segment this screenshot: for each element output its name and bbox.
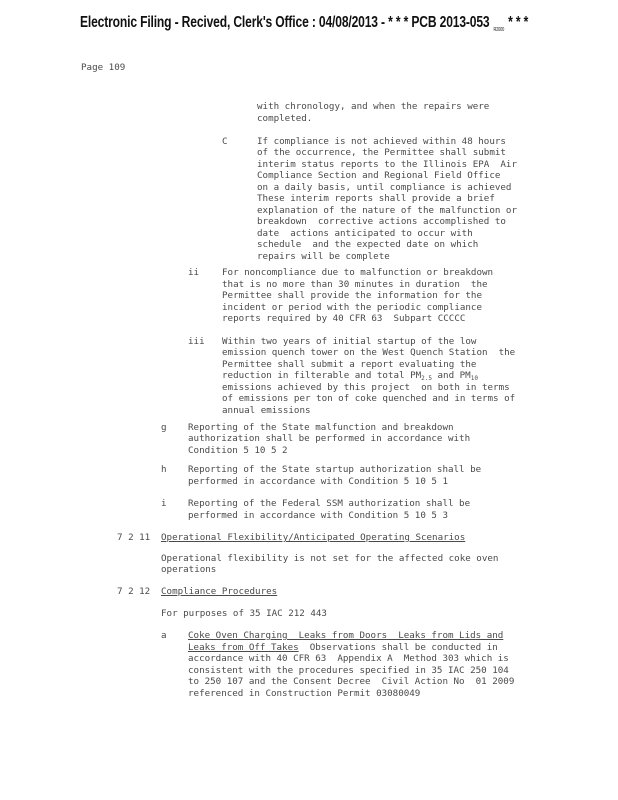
text-line: annual emissions [222, 405, 311, 416]
text-line: emissions achieved by this project on both in terms [222, 382, 510, 393]
text-line: reports required by 40 CFR 63 Subpart CCCCC [222, 313, 466, 324]
item-marker: C [222, 136, 228, 147]
text-line: performed in accordance with Condition 5 10 5 1 [188, 476, 448, 487]
text-line: Within two years of initial startup of the low [222, 336, 477, 347]
subscript: 2.5 [421, 375, 432, 382]
text-line [222, 370, 478, 382]
section-number: 7 2 12 [117, 586, 151, 597]
text-line: on a daily basis, until compliance is achieved [257, 182, 512, 193]
text-line: Operational flexibility is not set for the affected coke oven [161, 553, 499, 564]
text-line: Reporting of the State malfunction and breakdown [188, 422, 454, 433]
text-line: Coke Oven Charging Leaks from Doors Leaks from Lids and [188, 630, 504, 641]
item-marker: a [161, 630, 167, 641]
text-line [188, 642, 498, 654]
text-line: authorization shall be performed in accordance with [188, 433, 471, 444]
text-line: If compliance is not achieved within 48 hours [257, 136, 506, 147]
text-line: referenced in Construction Permit 03080049 [188, 688, 421, 699]
text-line: to 250 107 and the Consent Decree Civil Action No 01 2009 [188, 676, 515, 687]
item-marker: i [161, 498, 167, 509]
section-heading: Compliance Procedures [161, 586, 278, 597]
text-line: date actions anticipated to occur with [257, 228, 473, 239]
text-line: Condition 5 10 5 2 [188, 445, 288, 456]
text-line: that is no more than 30 minutes in duration the [222, 279, 488, 290]
text-line: of emissions per ton of coke quenched and in terms of [222, 393, 516, 404]
text-line: For noncompliance due to malfunction or breakdown [222, 267, 494, 278]
subscript: 10 [470, 375, 478, 382]
section-heading: Operational Flexibility/Anticipated Operating Scenarios [161, 532, 466, 543]
item-marker: ii [188, 267, 200, 278]
item-marker: h [161, 464, 167, 475]
filing-stamp [80, 14, 528, 33]
text-line: Permittee shall provide the information for the [222, 290, 482, 301]
item-marker: g [161, 422, 167, 433]
text-line: consistent with the procedures specified in 35 IAC 250 104 [188, 665, 509, 676]
page-label: Page 109 [81, 62, 126, 73]
item-marker: iii [188, 336, 205, 347]
text-line: repairs will be complete [257, 251, 390, 262]
text-line: Permittee shall submit a report evaluating the [222, 359, 477, 370]
text-line: performed in accordance with Condition 5 10 5 3 [188, 510, 448, 521]
text-line: Reporting of the State startup authorization shall be [188, 464, 482, 475]
text-line: schedule and the expected date on which [257, 239, 479, 250]
text-line: with chronology, and when the repairs were [257, 101, 490, 112]
text-fragment: Observations shall be conducted in [298, 642, 498, 653]
text-line: operations [161, 564, 217, 575]
text-line: incident or period with the periodic compliance [222, 302, 482, 313]
text-line: These interim reports shall provide a brief [257, 193, 495, 204]
text-line: Reporting of the Federal SSM authorization shall be [188, 498, 471, 509]
text-fragment: Leaks from Off Takes [188, 642, 299, 653]
text-line: interim status reports to the Illinois EPA Air [257, 159, 517, 170]
text-line: completed. [257, 113, 313, 124]
filing-stamp-main: Electronic Filing - Recived, Clerk's Office : 04/08/2013 - * * * PCB 2013-053 [80, 14, 490, 31]
text-line: For purposes of 35 IAC 212 443 [161, 608, 327, 619]
text-fragment: and PM [431, 370, 471, 381]
text-fragment: reduction in filterable and total PM [222, 370, 422, 381]
text-line: of the occurrence, the Permittee shall submit [257, 147, 506, 158]
text-line: explanation of the nature of the malfunction or [257, 205, 517, 216]
text-line: breakdown corrective actions accomplished to [257, 216, 506, 227]
filing-stamp-code: R2000 [493, 27, 505, 34]
text-line: accordance with 40 CFR 63 Appendix A Method 303 which is [188, 653, 509, 664]
text-line: emission quench tower on the West Quench Station the [222, 347, 516, 358]
filing-stamp-tail: * * * [508, 14, 529, 31]
text-line: Compliance Section and Regional Field Office [257, 170, 501, 181]
section-number: 7 2 11 [117, 532, 151, 543]
